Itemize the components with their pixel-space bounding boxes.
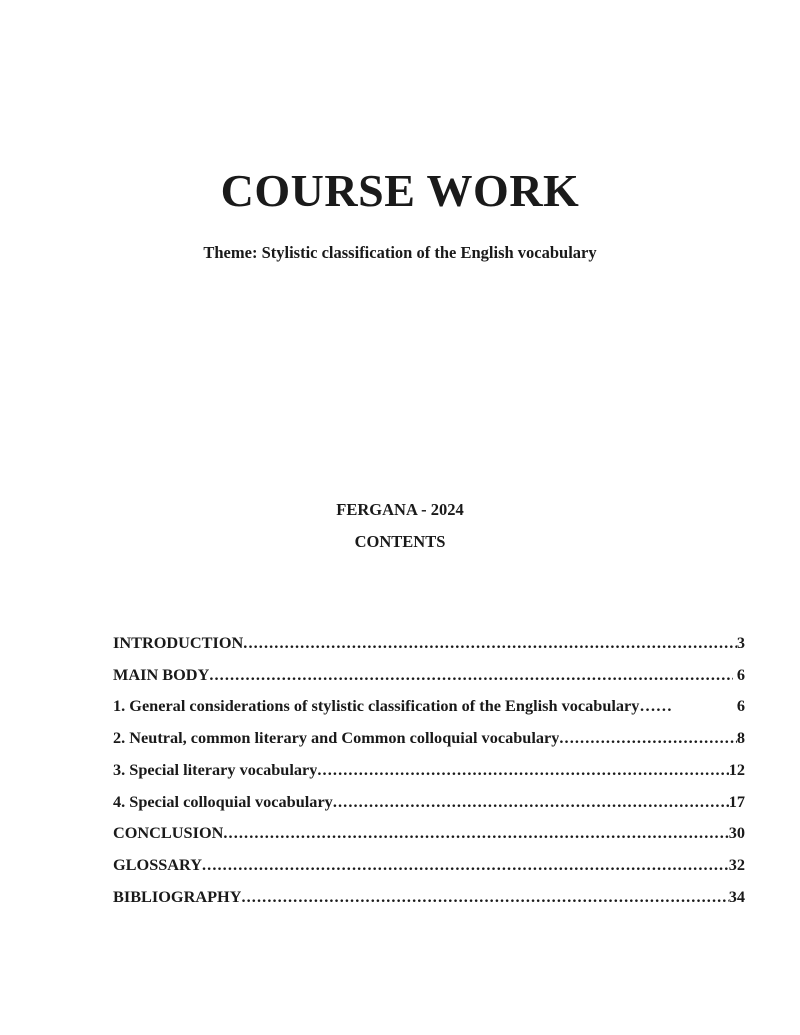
toc-dot-leader <box>209 659 732 691</box>
toc-entry-page: 17 <box>728 791 745 811</box>
toc-entry-page: 12 <box>728 759 745 779</box>
toc-entry-label: 3. Special literary vocabulary <box>113 759 318 779</box>
toc-entry <box>113 881 745 913</box>
toc-dot-leader <box>317 754 728 786</box>
toc-entry-label: 2. Neutral, common literary and Common colloquial vocabulary <box>113 728 560 748</box>
toc-entry-label: GLOSSARY <box>113 854 202 874</box>
document-title: COURSE WORK <box>220 165 580 216</box>
toc-entry <box>113 659 745 691</box>
toc-dot-leader <box>223 817 728 849</box>
toc-entry-page: 32 <box>728 854 745 874</box>
toc-entry-page: 6 <box>732 664 745 684</box>
toc-dot-leader <box>559 722 737 754</box>
location-year-line: FERGANA - 2024 <box>336 500 464 519</box>
toc-entry-page: 3 <box>736 633 745 652</box>
toc-entry-page: 6 <box>736 696 745 716</box>
toc-entry-page: 30 <box>728 823 745 843</box>
toc-entry <box>113 849 745 881</box>
toc-dot-leader <box>241 881 728 913</box>
theme-line: Theme: Stylistic classification of the English vocabulary <box>203 243 597 262</box>
toc-entry-label: MAIN BODY <box>113 664 210 684</box>
toc-entry-label: INTRODUCTION <box>113 633 244 652</box>
table-of-contents <box>113 627 745 912</box>
toc-dot-leader <box>243 627 737 659</box>
toc-entry <box>113 754 745 786</box>
toc-entry-page: 8 <box>736 728 745 748</box>
toc-entry-label: BIBLIOGRAPHY <box>113 886 242 906</box>
toc-entry <box>113 817 745 849</box>
toc-entry <box>113 690 745 722</box>
toc-dot-leader <box>333 786 729 818</box>
contents-heading: CONTENTS <box>354 532 446 551</box>
toc-entry-label: 1. General considerations of stylistic classification of the English vocabulary…… <box>113 696 672 716</box>
toc-entry-page: 34 <box>728 886 745 906</box>
toc-entry-label: CONCLUSION <box>113 823 224 843</box>
toc-entry-label: 4. Special colloquial vocabulary <box>113 791 333 811</box>
toc-entry <box>113 627 745 659</box>
toc-entry <box>113 786 745 818</box>
toc-dot-leader <box>202 849 729 881</box>
toc-entry <box>113 722 745 754</box>
